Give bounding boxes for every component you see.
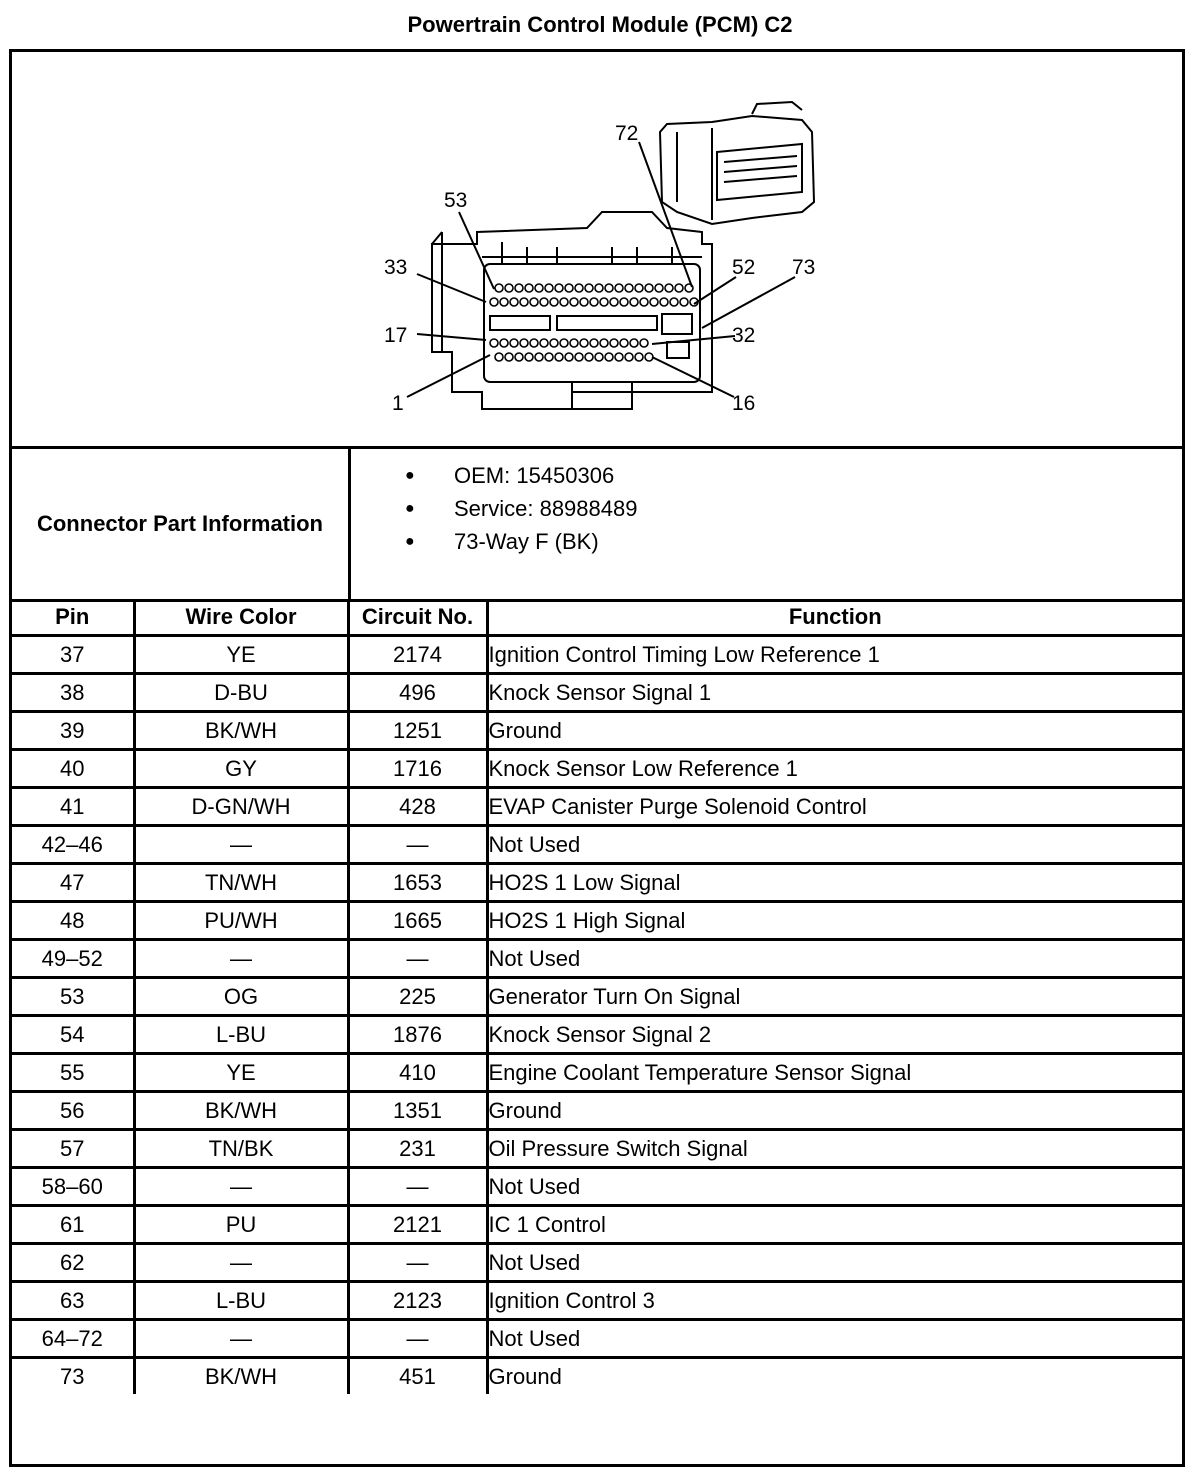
- function-cell: Knock Sensor Signal 1: [487, 674, 1182, 712]
- circuit-cell: 428: [348, 788, 487, 826]
- table-row: [12, 750, 1182, 788]
- pin-cell: 63: [12, 1282, 134, 1320]
- pin-hole: [495, 284, 503, 292]
- pin-hole: [590, 298, 598, 306]
- wire-color-cell: OG: [134, 978, 348, 1016]
- function-cell: Ground: [487, 1358, 1182, 1395]
- pin-hole: [610, 298, 618, 306]
- pin-hole: [565, 353, 573, 361]
- circuit-cell: 1665: [348, 902, 487, 940]
- table-row: [12, 1130, 1182, 1168]
- pin-hole: [600, 298, 608, 306]
- pin-label-33: 33: [384, 256, 408, 279]
- table-row: [12, 674, 1182, 712]
- circuit-cell: 496: [348, 674, 487, 712]
- function-cell: Ground: [487, 712, 1182, 750]
- pin-hole: [615, 353, 623, 361]
- header-wire-color: Wire Color: [134, 599, 348, 636]
- connector-info-list: [351, 459, 637, 558]
- pin-hole: [620, 298, 628, 306]
- pin-hole: [525, 353, 533, 361]
- pin-hole: [675, 284, 683, 292]
- circuit-cell: —: [348, 940, 487, 978]
- pin-hole: [640, 298, 648, 306]
- pin-cell: 57: [12, 1130, 134, 1168]
- pin-hole: [515, 353, 523, 361]
- pin-label-17: 17: [384, 324, 408, 347]
- function-cell: HO2S 1 High Signal: [487, 902, 1182, 940]
- function-cell: Not Used: [487, 1168, 1182, 1206]
- pin-hole: [585, 353, 593, 361]
- pin-hole: [520, 298, 528, 306]
- pin-label-16: 16: [732, 392, 756, 415]
- circuit-cell: 2121: [348, 1206, 487, 1244]
- circuit-cell: 1251: [348, 712, 487, 750]
- function-cell: Ground: [487, 1092, 1182, 1130]
- pin-cell: 41: [12, 788, 134, 826]
- pin-label-53: 53: [444, 189, 468, 212]
- wire-color-cell: —: [134, 826, 348, 864]
- table-row: [12, 636, 1182, 674]
- pin-hole: [655, 284, 663, 292]
- function-cell: Not Used: [487, 826, 1182, 864]
- pin-hole: [605, 353, 613, 361]
- circuit-cell: —: [348, 1168, 487, 1206]
- pin-cell: 58–60: [12, 1168, 134, 1206]
- pin-hole: [565, 284, 573, 292]
- table-row: [12, 1206, 1182, 1244]
- pin-hole: [625, 284, 633, 292]
- pin-hole: [560, 298, 568, 306]
- pin-hole: [535, 353, 543, 361]
- connector-drawing: [12, 52, 1182, 446]
- wire-color-cell: PU: [134, 1206, 348, 1244]
- pin-label-73: 73: [792, 256, 816, 279]
- function-cell: EVAP Canister Purge Solenoid Control: [487, 788, 1182, 826]
- table-row: [12, 1054, 1182, 1092]
- wire-color-cell: BK/WH: [134, 712, 348, 750]
- function-cell: Knock Sensor Low Reference 1: [487, 750, 1182, 788]
- table-row: [12, 1168, 1182, 1206]
- pin-hole: [640, 339, 648, 347]
- pin-hole: [590, 339, 598, 347]
- pin-hole: [550, 298, 558, 306]
- circuit-cell: 231: [348, 1130, 487, 1168]
- pin-cell: 39: [12, 712, 134, 750]
- table-row: [12, 712, 1182, 750]
- function-cell: Oil Pressure Switch Signal: [487, 1130, 1182, 1168]
- table-row: [12, 1244, 1182, 1282]
- table-row: [12, 978, 1182, 1016]
- pin-hole: [545, 284, 553, 292]
- pin-cell: 73: [12, 1358, 134, 1395]
- pin-hole: [540, 339, 548, 347]
- pin-hole: [625, 353, 633, 361]
- pin-hole: [500, 298, 508, 306]
- wire-color-cell: YE: [134, 636, 348, 674]
- pin-hole: [515, 284, 523, 292]
- table-row: [12, 788, 1182, 826]
- pin-hole: [580, 339, 588, 347]
- circuit-cell: 1876: [348, 1016, 487, 1054]
- pin-hole: [555, 284, 563, 292]
- pin-hole: [510, 298, 518, 306]
- pin-hole: [530, 298, 538, 306]
- wire-color-cell: —: [134, 940, 348, 978]
- pin-hole: [575, 353, 583, 361]
- circuit-cell: 410: [348, 1054, 487, 1092]
- pin-hole: [540, 298, 548, 306]
- pin-label-1: 1: [392, 392, 404, 415]
- pin-hole: [510, 339, 518, 347]
- pin-hole: [495, 353, 503, 361]
- pin-hole: [585, 284, 593, 292]
- pin-cell: 48: [12, 902, 134, 940]
- table-row: [12, 826, 1182, 864]
- table-row: [12, 1282, 1182, 1320]
- function-cell: Generator Turn On Signal: [487, 978, 1182, 1016]
- pin-cell: 38: [12, 674, 134, 712]
- pin-hole: [665, 284, 673, 292]
- connector-info-label: Connector Part Information: [12, 449, 351, 599]
- page-title: Powertrain Control Module (PCM) C2: [407, 12, 793, 37]
- pin-hole: [645, 284, 653, 292]
- service-part-number: ● Service: 88988489: [351, 492, 637, 525]
- pin-hole: [670, 298, 678, 306]
- pin-cell: 53: [12, 978, 134, 1016]
- table-row: [12, 864, 1182, 902]
- wire-color-cell: —: [134, 1320, 348, 1358]
- table-header-row: [12, 599, 1182, 636]
- wire-color-cell: L-BU: [134, 1016, 348, 1054]
- table-row: [12, 1092, 1182, 1130]
- pin-label-52: 52: [732, 256, 756, 279]
- pin-cell: 56: [12, 1092, 134, 1130]
- function-cell: Not Used: [487, 1320, 1182, 1358]
- connector-part-information: [12, 449, 1182, 602]
- pin-hole: [530, 339, 538, 347]
- pin-hole: [505, 284, 513, 292]
- pin-hole: [635, 284, 643, 292]
- table-row: [12, 1358, 1182, 1395]
- wire-color-cell: D-BU: [134, 674, 348, 712]
- circuit-cell: 1653: [348, 864, 487, 902]
- oem-part-number: ● OEM: 15450306: [351, 459, 637, 492]
- pin-hole: [555, 353, 563, 361]
- pin-cell: 62: [12, 1244, 134, 1282]
- wire-color-cell: BK/WH: [134, 1092, 348, 1130]
- circuit-cell: 225: [348, 978, 487, 1016]
- pin-hole: [505, 353, 513, 361]
- pin-hole: [650, 298, 658, 306]
- pin-hole: [615, 284, 623, 292]
- pin-hole: [545, 353, 553, 361]
- pin-hole: [580, 298, 588, 306]
- pin-hole: [570, 339, 578, 347]
- circuit-cell: 2123: [348, 1282, 487, 1320]
- pin-hole: [490, 298, 498, 306]
- table-row: [12, 902, 1182, 940]
- function-cell: IC 1 Control: [487, 1206, 1182, 1244]
- header-function: Function: [487, 599, 1182, 636]
- connector-diagram: [12, 52, 1182, 449]
- pin-hole: [560, 339, 568, 347]
- pin-cell: 49–52: [12, 940, 134, 978]
- pin-cell: 47: [12, 864, 134, 902]
- pin-hole: [500, 339, 508, 347]
- pin-hole: [575, 284, 583, 292]
- pin-hole: [680, 298, 688, 306]
- pin-hole: [570, 298, 578, 306]
- wire-color-cell: —: [134, 1244, 348, 1282]
- circuit-cell: 451: [348, 1358, 487, 1395]
- function-cell: Knock Sensor Signal 2: [487, 1016, 1182, 1054]
- wire-color-cell: BK/WH: [134, 1358, 348, 1395]
- function-cell: Ignition Control Timing Low Reference 1: [487, 636, 1182, 674]
- connector-frame: [9, 49, 1185, 1467]
- connector-type: ● 73-Way F (BK): [351, 525, 637, 558]
- pin-hole: [645, 353, 653, 361]
- header-pin: Pin: [12, 599, 134, 636]
- pin-hole: [630, 298, 638, 306]
- pin-hole: [620, 339, 628, 347]
- pin-hole: [605, 284, 613, 292]
- pin-hole: [490, 339, 498, 347]
- pin-cell: 64–72: [12, 1320, 134, 1358]
- table-row: [12, 1016, 1182, 1054]
- pinout-table: [12, 599, 1182, 1394]
- pin-cell: 42–46: [12, 826, 134, 864]
- wire-color-cell: TN/BK: [134, 1130, 348, 1168]
- circuit-cell: 2174: [348, 636, 487, 674]
- circuit-cell: 1716: [348, 750, 487, 788]
- pin-cell: 40: [12, 750, 134, 788]
- circuit-cell: —: [348, 826, 487, 864]
- pin-hole: [635, 353, 643, 361]
- pin-hole: [525, 284, 533, 292]
- wire-color-cell: GY: [134, 750, 348, 788]
- wire-color-cell: —: [134, 1168, 348, 1206]
- function-cell: HO2S 1 Low Signal: [487, 864, 1182, 902]
- wire-color-cell: D-GN/WH: [134, 788, 348, 826]
- pin-cell: 37: [12, 636, 134, 674]
- wire-color-cell: PU/WH: [134, 902, 348, 940]
- wire-color-cell: TN/WH: [134, 864, 348, 902]
- pin-hole: [630, 339, 638, 347]
- pin-hole: [535, 284, 543, 292]
- header-circuit-no: Circuit No.: [348, 599, 487, 636]
- pin-cell: 55: [12, 1054, 134, 1092]
- wire-color-cell: YE: [134, 1054, 348, 1092]
- pin-label-32: 32: [732, 324, 756, 347]
- pin-hole: [550, 339, 558, 347]
- pin-label-72: 72: [615, 122, 639, 145]
- circuit-cell: 1351: [348, 1092, 487, 1130]
- pin-cell: 61: [12, 1206, 134, 1244]
- table-row: [12, 940, 1182, 978]
- pin-cell: 54: [12, 1016, 134, 1054]
- circuit-cell: —: [348, 1320, 487, 1358]
- pin-hole: [660, 298, 668, 306]
- pin-hole: [610, 339, 618, 347]
- pin-hole: [600, 339, 608, 347]
- function-cell: Not Used: [487, 1244, 1182, 1282]
- pin-hole: [520, 339, 528, 347]
- wire-color-cell: L-BU: [134, 1282, 348, 1320]
- function-cell: Engine Coolant Temperature Sensor Signal: [487, 1054, 1182, 1092]
- circuit-cell: —: [348, 1244, 487, 1282]
- function-cell: Not Used: [487, 940, 1182, 978]
- pin-hole: [595, 284, 603, 292]
- table-row: [12, 1320, 1182, 1358]
- pin-hole: [595, 353, 603, 361]
- function-cell: Ignition Control 3: [487, 1282, 1182, 1320]
